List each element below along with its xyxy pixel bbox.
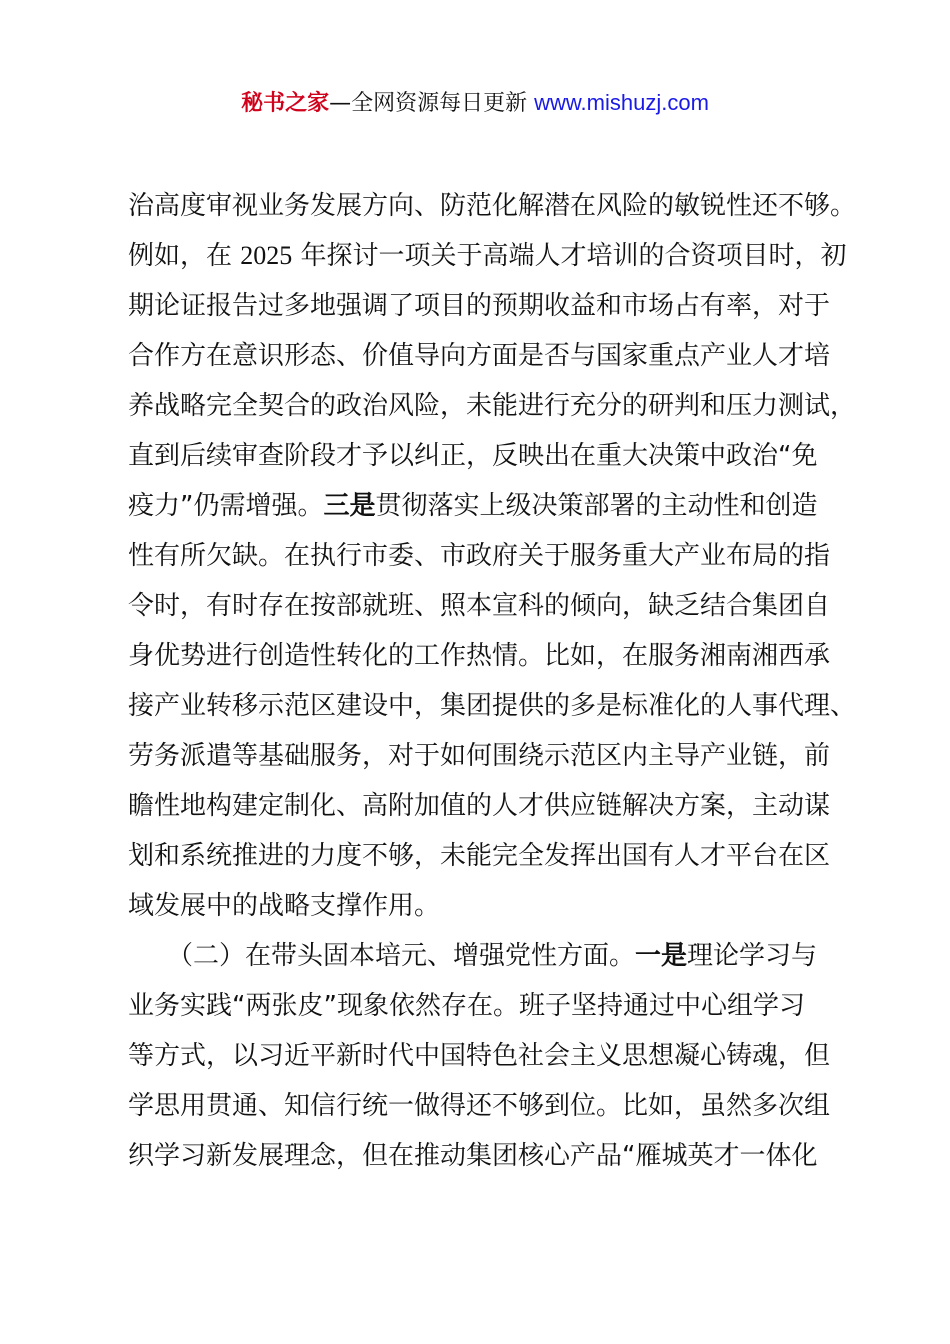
text-line	[128, 1131, 848, 1181]
text-run: 直到后续审查阶段才予以纠正，反映出在重大决策中政治“免	[128, 441, 818, 471]
section-heading-line	[128, 931, 848, 981]
text-run: 瞻性地构建定制化、高附加值的人才供应链解决方案，主动谋	[128, 791, 831, 821]
text-line	[128, 631, 848, 681]
text-run: 期论证报告过多地强调了项目的预期收益和市场占有率，对于	[128, 291, 831, 321]
document-body	[128, 181, 857, 1181]
year-number: 2025	[240, 241, 293, 270]
text-line	[128, 1081, 848, 1131]
text-run: 养战略完全契合的政治风险，未能进行充分的研判和压力测试，	[128, 391, 857, 421]
site-header	[0, 88, 950, 119]
text-run: 性有所欠缺。在执行市委、市政府关于服务重大产业布局的指	[128, 541, 831, 571]
text-line	[128, 531, 848, 581]
text-run: 身优势进行创造性转化的工作热情。比如，在服务湘南湘西承	[128, 641, 831, 671]
text-run: 令时，有时存在按部就班、照本宣科的倾向，缺乏结合集团自	[128, 591, 831, 621]
text-line	[128, 581, 848, 631]
text-line	[128, 431, 848, 481]
text-line	[128, 731, 848, 781]
text-run: 织学习新发展理念，但在推动集团核心产品“雁城英才一体化	[128, 1141, 818, 1171]
text-run: 疫力”仍需增强。	[128, 491, 324, 521]
text-line	[128, 381, 857, 431]
header-tagline: —全网资源每日更新	[329, 91, 535, 116]
brand-name: 秘书之家	[241, 91, 330, 116]
text-run: 治高度审视业务发展方向、防范化解潜在风险的敏锐性还不够。	[128, 191, 857, 221]
text-run: 劳务派遣等基础服务，对于如何围绕示范区内主导产业链，前	[128, 741, 831, 771]
text-run: 业务实践“两张皮”现象依然存在。班子坚持通过中心组学习	[128, 991, 805, 1021]
text-run: 合作方在意识形态、价值导向方面是否与国家重点产业人才培	[128, 341, 831, 371]
text-line	[128, 331, 848, 381]
text-run: 域发展中的战略支撑作用。	[128, 891, 441, 921]
section-heading: （二）在带头固本培元、增强党性方面。	[128, 941, 636, 971]
text-line	[128, 231, 848, 281]
text-run: 贯彻落实上级决策部署的主动性和创造	[375, 491, 818, 521]
text-line	[128, 281, 848, 331]
site-url-link[interactable]: www.mishuzj.com	[534, 90, 709, 115]
text-line	[128, 831, 848, 881]
text-line	[128, 781, 848, 831]
text-run: 理论学习与	[687, 941, 818, 971]
bold-marker: 三是	[323, 491, 376, 521]
text-line	[128, 981, 848, 1031]
text-run: 等方式，以习近平新时代中国特色社会主义思想凝心铸魂，但	[128, 1041, 831, 1071]
text-run: 例如，在	[128, 241, 241, 271]
text-run: 年探讨一项关于高端人才培训的合资项目时，初	[292, 241, 847, 271]
text-line	[128, 881, 848, 931]
text-run: 划和系统推进的力度不够，未能完全发挥出国有人才平台在区	[128, 841, 831, 871]
text-line	[128, 1031, 848, 1081]
text-line	[128, 681, 857, 731]
text-run: 学思用贯通、知信行统一做得还不够到位。比如，虽然多次组	[128, 1091, 831, 1121]
bold-marker: 一是	[635, 941, 688, 971]
text-line	[128, 181, 857, 231]
text-run: 接产业转移示范区建设中，集团提供的多是标准化的人事代理、	[128, 691, 857, 721]
text-line	[128, 481, 848, 531]
